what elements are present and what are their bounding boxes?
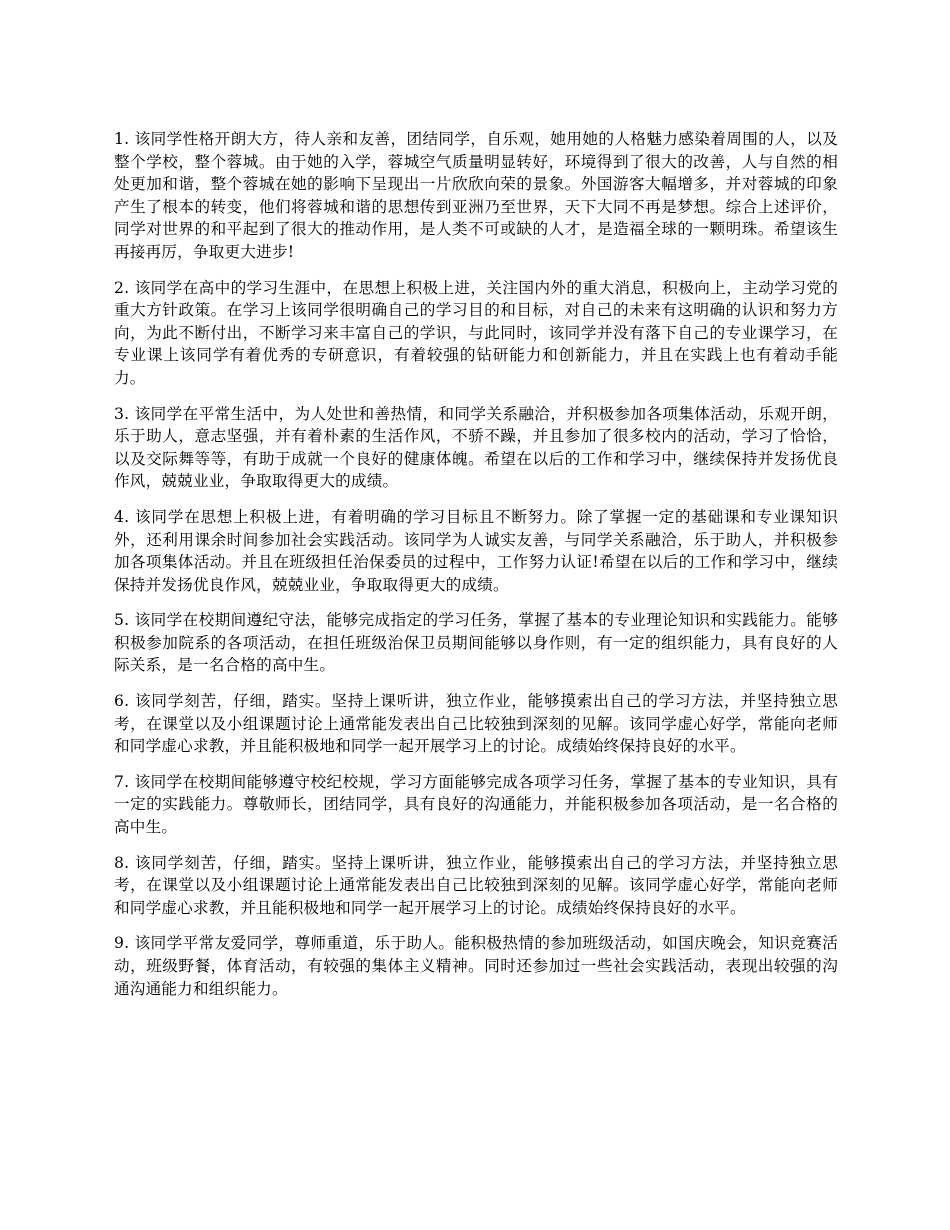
paragraph-2: 2. 该同学在高中的学习生涯中，在思想上积极上进，关注国内外的重大消息，积极向上，主动学习党的重大方针政策。在学习上该同学很明确自己的学习目的和目标，对自己的未来有这明确的认识和努力方向，为此不断付出，不断学习来丰富自己的学识，与此同时，该同学并没有落下自己的专业课学习，在专业课上该同学有着优秀的专研意识，有着较强的钻研能力和创新能力，并且在实践上也有着动手能力。 xyxy=(114,278,838,387)
paragraph-9: 9. 该同学平常友爱同学，尊师重道，乐于助人。能积极热情的参加班级活动，如国庆晚会，知识竞赛活动，班级野餐，体育活动，有较强的集体主义精神。同时还参加过一些社会实践活动，表现出较强的沟通沟通能力和组织能力。 xyxy=(114,934,838,998)
paragraph-4: 4. 该同学在思想上积极上进，有着明确的学习目标且不断努力。除了掌握一定的基础课和专业课知识外，还利用课余时间参加社会实践活动。该同学为人诚实友善，与同学关系融洽，乐于助人，并积极参加各项集体活动。并且在班级担任治保委员的过程中，工作努力认证!希望在以后的工作和学习中，继续保持并发扬优良作风，兢兢业业，争取取得更大的成绩。 xyxy=(114,507,838,594)
paragraph-1: 1. 该同学性格开朗大方，待人亲和友善，团结同学，自乐观，她用她的人格魅力感染着周围的人，以及整个学校，整个蓉城。由于她的入学，蓉城空气质量明显转好，环境得到了很大的改善，人与自然的相处更加和谐，整个蓉城在她的影响下呈现出一片欣欣向荣的景象。外国游客大幅增多，并对蓉城的印象产生了根本的转变，他们将蓉城和谐的思想传到亚洲乃至世界，天下大同不再是梦想。综合上述评价，同学对世界的和平起到了很大的推动作用，是人类不可或缺的人才，是造福全球的一颗明珠。希望该生再接再厉，争取更大进步! xyxy=(114,130,838,261)
paragraph-3: 3. 该同学在平常生活中，为人处世和善热情，和同学关系融洽，并积极参加各项集体活动，乐观开朗，乐于助人，意志坚强，并有着朴素的生活作风，不骄不躁，并且参加了很多校内的活动，学习了恰恰，以及交际舞等等，有助于成就一个良好的健康体魄。希望在以后的工作和学习中，继续保持并发扬优良作风，兢兢业业，争取取得更大的成绩。 xyxy=(114,404,838,491)
document-body xyxy=(114,128,838,1013)
paragraph-7: 7. 该同学在校期间能够遵守校纪校规，学习方面能够完成各项学习任务，掌握了基本的专业知识，具有一定的实践能力。尊敬师长，团结同学，具有良好的沟通能力，并能积极参加各项活动，是一名合格的高中生。 xyxy=(114,772,838,837)
paragraph-5: 5. 该同学在校期间遵纪守法，能够完成指定的学习任务，掌握了基本的专业理论知识和实践能力。能够积极参加院系的各项活动，在担任班级治保卫员期间能够以身作则，有一定的组织能力，具有良好的人际关系，是一名合格的高中生。 xyxy=(114,611,838,675)
paragraph-8: 8. 该同学刻苦，仔细，踏实。坚持上课听讲，独立作业，能够摸索出自己的学习方法，并坚持独立思考，在课堂以及小组课题讨论上通常能发表出自己比较独到深刻的见解。该同学虚心好学，常能向老师和同学虚心求教，并且能积极地和同学一起开展学习上的讨论。成绩始终保持良好的水平。 xyxy=(114,853,838,917)
paragraph-6: 6. 该同学刻苦，仔细，踏实。坚持上课听讲，独立作业，能够摸索出自己的学习方法，并坚持独立思考，在课堂以及小组课题讨论上通常能发表出自己比较独到深刻的见解。该同学虚心好学，常能向老师和同学虚心求教，并且能积极地和同学一起开展学习上的讨论。成绩始终保持良好的水平。 xyxy=(114,692,838,756)
